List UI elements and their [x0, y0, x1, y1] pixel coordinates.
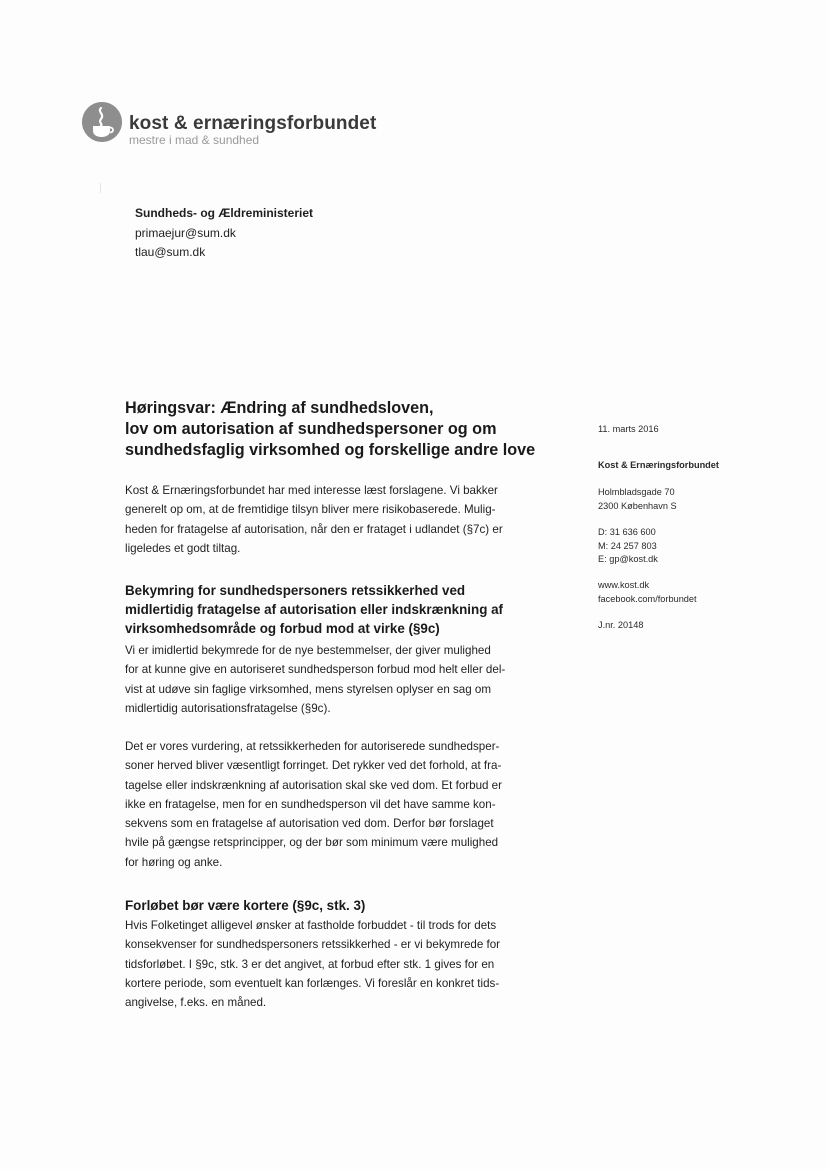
section-heading: Forløbet bør være kortere (§9c, stk. 3): [125, 898, 366, 913]
recipient-email-1: primaejur@sum.dk: [135, 225, 236, 240]
heading-line: Bekymring for sundhedspersoners retssikkerhed ved: [125, 583, 466, 598]
text-line: tagelse eller indskrænkning af autorisation skal ske ved dom. Et forbud er: [125, 778, 502, 792]
section2-paragraph: [125, 916, 550, 1012]
sender-contact: [598, 526, 658, 567]
text-line: ligeledes et godt tiltag.: [125, 541, 241, 555]
text-line: kortere periode, som eventuelt kan forlænges. Vi foreslår en konkret tids-: [125, 976, 500, 990]
recipient-email-2: tlau@sum.dk: [135, 245, 206, 259]
recipient-block: [135, 204, 313, 263]
section1-paragraph-1: [125, 641, 550, 718]
title-line: lov om autorisation af sundhedspersoner og om: [125, 420, 497, 438]
text-line: tidsforløbet. I §9c, stk. 3 er det angivet, at forbud efter stk. 1 gives for en: [125, 957, 495, 971]
document-title: [125, 398, 565, 461]
sender-address: [598, 486, 677, 513]
org-tagline: mestre i mad & sundhed: [129, 133, 260, 147]
text-line: for at kunne give en autoriseret sundhedsperson forbud mod helt eller del-: [125, 663, 506, 677]
sender-email: E: gp@kost.dk: [598, 554, 658, 564]
recipient-name: Sundheds- og Ældreministeriet: [135, 206, 314, 220]
text-line: soner herved bliver væsentligt forringet. Det rykker ved det forhold, at fra-: [125, 759, 502, 773]
text-line: midlertidig autorisationsfratagelse (§9c).: [125, 701, 331, 715]
sender-city: 2300 København S: [598, 500, 677, 511]
sender-street: Holmbladsgade 70: [598, 487, 675, 497]
org-name: kost & ernæringsforbundet: [129, 113, 377, 134]
scan-mark: [100, 183, 101, 193]
text-line: vist at udøve sin faglige virksomhed, mens styrelsen oplyser en sag om: [125, 682, 492, 696]
text-line: angivelse, f.eks. en måned.: [125, 996, 267, 1010]
sender-phone-d: D: 31 636 600: [598, 527, 656, 537]
sender-phone-m: M: 24 257 803: [598, 540, 657, 551]
sender-web: [598, 579, 697, 606]
text-line: sekvens som en fratagelse af autorisation ved dom. Derfor bør forslaget: [125, 817, 494, 831]
title-line: Høringsvar: Ændring af sundhedsloven,: [125, 399, 434, 417]
title-line: sundhedsfaglig virksomhed og forskellige andre love: [125, 441, 536, 459]
sender-website: www.kost.dk: [598, 580, 650, 590]
intro-paragraph: [125, 481, 550, 558]
heading-line: virksomhedsområde og forbud mod at virke (§9c): [125, 621, 440, 636]
text-line: Vi er imidlertid bekymrede for de nye bestemmelser, der giver mulighed: [125, 644, 491, 657]
sender-org: Kost & Ernæringsforbundet: [598, 460, 719, 470]
journal-number: J.nr. 20148: [598, 620, 644, 630]
text-line: Hvis Folketinget alligevel ønsker at fastholde forbuddet - til trods for dets: [125, 919, 497, 932]
text-line: ikke en fratagelse, men for en sundhedsperson vil det have samme kon-: [125, 797, 496, 811]
heading-line: midlertidig fratagelse af autorisation eller indskrænkning af: [125, 602, 503, 617]
sender-facebook: facebook.com/forbundet: [598, 593, 697, 604]
text-line: for høring og anke.: [125, 855, 223, 869]
text-line: konsekvenser for sundhedspersoners retssikkerhed - er vi bekymrede for: [125, 938, 501, 952]
text-line: Kost & Ernæringsforbundet har med interesse læst forslagene. Vi bakker: [125, 484, 498, 497]
letterhead-logo: [82, 102, 382, 152]
text-line: generelt op om, at de fremtidige tilsyn bliver mere risikobaserede. Mulig-: [125, 503, 496, 517]
section-heading: [125, 581, 555, 638]
cup-with-steam-logo-icon: [82, 102, 122, 142]
letter-date: 11. marts 2016: [598, 424, 659, 434]
text-line: Det er vores vurdering, at retssikkerheden for autoriserede sundhedsper-: [125, 740, 500, 753]
text-line: hvile på gængse retsprincipper, og der bør som minimum være mulighed: [125, 836, 499, 850]
text-line: heden for fratagelse af autorisation, når den er frataget i udlandet (§7c) er: [125, 522, 503, 536]
section1-paragraph-2: [125, 737, 550, 872]
